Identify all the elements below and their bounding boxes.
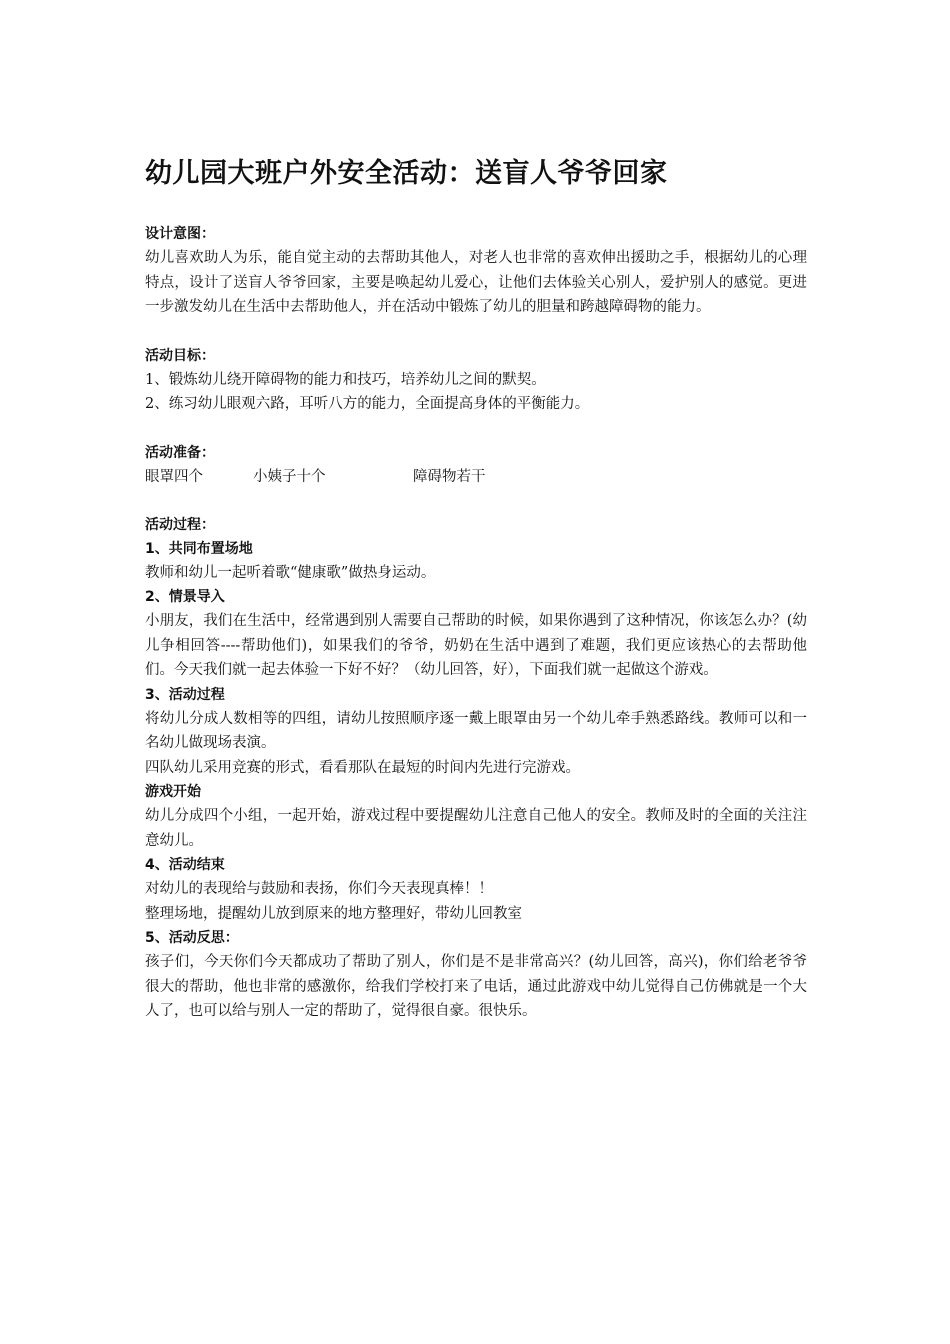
process-section <box>145 513 807 1024</box>
preparation-item: 障碍物若干 <box>413 468 486 485</box>
preparation-items <box>145 465 807 489</box>
document-title: 幼儿园大班户外安全活动：送盲人爷爷回家 <box>145 158 668 189</box>
section-gap <box>145 489 807 513</box>
step-heading: 4、活动结束 <box>145 857 225 873</box>
section-gap <box>145 417 807 441</box>
step-heading: 游戏开始 <box>145 784 201 800</box>
goal-item: 1、锻炼幼儿绕开障碍物的能力和技巧，培养幼儿之间的默契。 <box>145 371 546 388</box>
step-text: 幼儿分成四个小组，一起开始，游戏过程中要提醒幼儿注意自己他人的安全。教师及时的全面的关注注意幼儿。 <box>145 808 807 849</box>
preparation-heading: 活动准备： <box>145 444 215 461</box>
step-heading: 3、活动过程 <box>145 686 225 703</box>
preparation-item: 眼罩四个 <box>145 468 203 485</box>
step-text: 小朋友，我们在生活中，经常遇到别人需要自己帮助的时候，如果你遇到了这种情况，你该怎么办？(幼儿争相回答----帮助他们)，如果我们的爷爷，奶奶在生活中遇到了难题，我们更应该热心的去帮助他们。今天我们就一起去体验一下好不好？（幼儿回答，好），下面我们就一起做这个游戏。 <box>145 613 807 678</box>
step-heading: 2、情景导入 <box>145 589 225 605</box>
document-page <box>145 150 807 1024</box>
step-text: 将幼儿分成人数相等的四组，请幼儿按照顺序逐一戴上眼罩由另一个幼儿牵手熟悉路线。教师可以和一名幼儿做现场表演。 <box>145 710 807 751</box>
design-intent-text: 幼儿喜欢助人为乐，能自觉主动的去帮助其他人，对老人也非常的喜欢伸出援助之手，根据幼儿的心理特点，设计了送盲人爷爷回家，主要是唤起幼儿爱心，让他们去体验关心别人，爱护别人的感觉。更进一步激发幼儿在生活中去帮助他人，并在活动中锻炼了幼儿的胆量和跨越障碍物的能力。 <box>145 250 807 315</box>
process-heading: 活动过程： <box>145 516 215 533</box>
step-text: 对幼儿的表现给与鼓励和表扬，你们今天表现真棒！！ <box>145 881 493 897</box>
design-intent-section <box>145 222 807 320</box>
preparation-item: 小姨子十个 <box>253 468 326 485</box>
section-gap <box>145 320 807 344</box>
step-heading: 1、共同布置场地 <box>145 540 253 557</box>
step-heading: 5、活动反思： <box>145 930 239 946</box>
goals-section <box>145 344 807 417</box>
step-text: 教师和幼儿一起听着歌“健康歌”做热身运动。 <box>145 564 436 581</box>
design-intent-heading: 设计意图： <box>145 226 215 242</box>
step-text: 孩子们，今天你们今天都成功了帮助了别人，你们是不是非常高兴？(幼儿回答，高兴)，你们给老爷爷很大的帮助，他也非常的感激你，给我们学校打来了电话，通过此游戏中幼儿觉得自己仿佛就是一个大人了，也可以给与别人一定的帮助了，觉得很自豪。很快乐。 <box>145 954 807 1019</box>
preparation-section <box>145 441 807 489</box>
step-text: 整理场地，提醒幼儿放到原来的地方整理好，带幼儿回教室 <box>145 905 522 922</box>
goal-item: 2、练习幼儿眼观六路，耳听八方的能力，全面提高身体的平衡能力。 <box>145 396 590 412</box>
step-text: 四队幼儿采用竞赛的形式，看看那队在最短的时间内先进行完游戏。 <box>145 759 580 776</box>
goals-heading: 活动目标： <box>145 347 215 364</box>
